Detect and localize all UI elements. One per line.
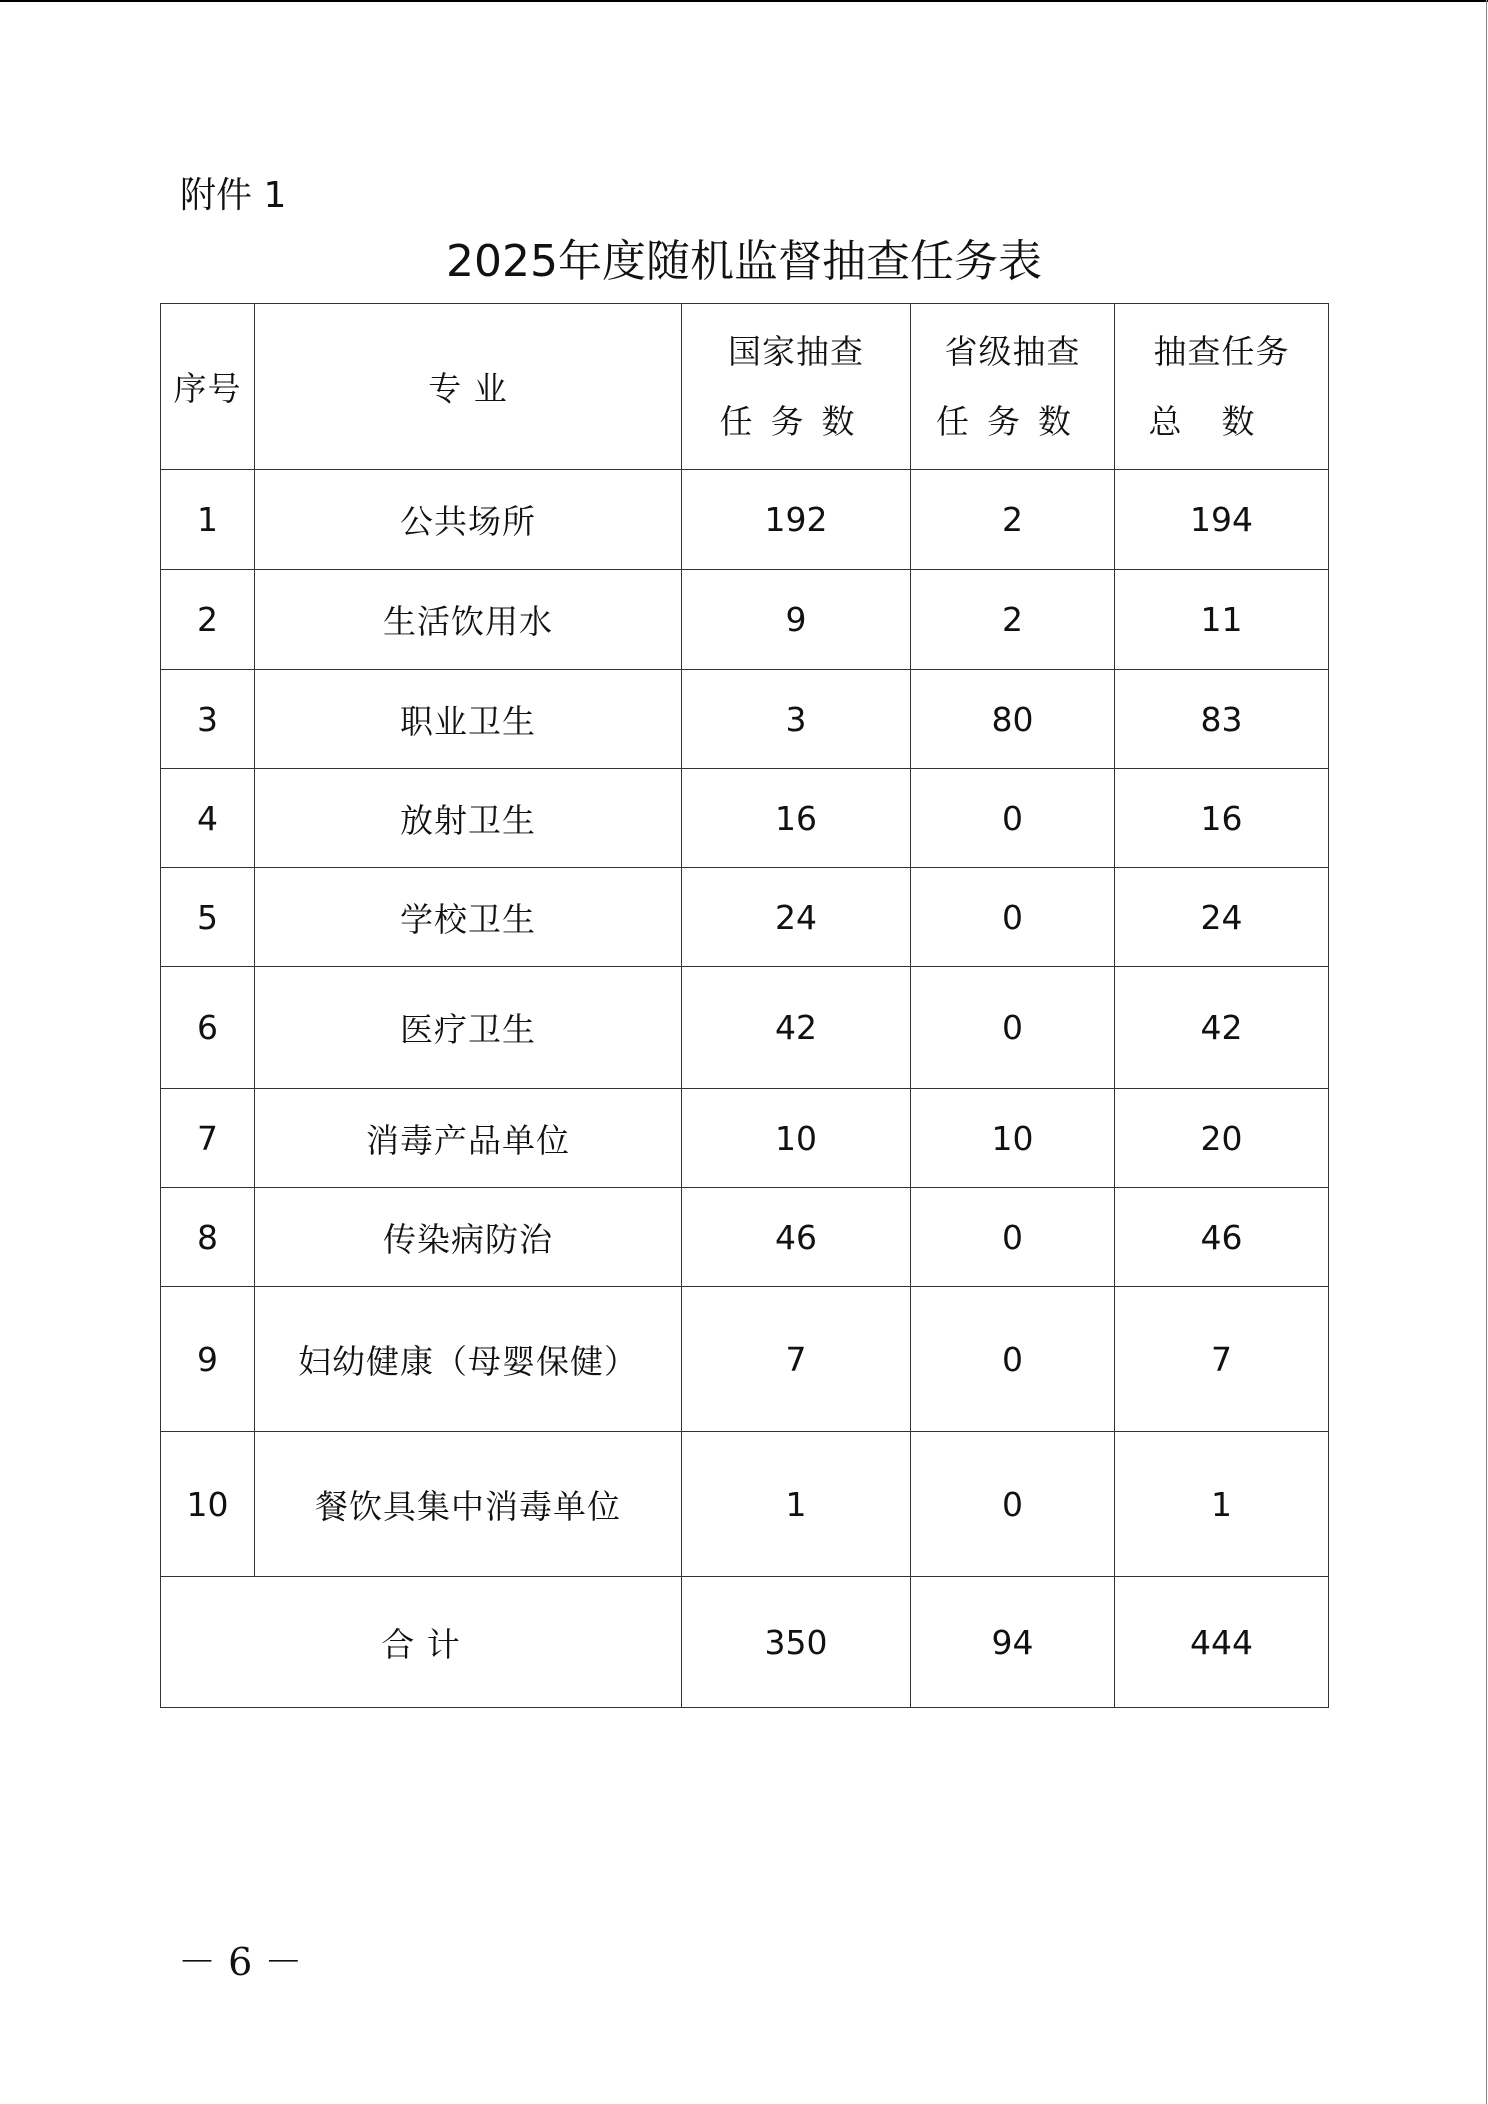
row-category: 消毒产品单位	[255, 1089, 682, 1188]
table-row	[161, 967, 1329, 1089]
header-total-line2: 总数	[1148, 401, 1295, 441]
row-index: 7	[161, 1089, 255, 1188]
table-row	[161, 769, 1329, 868]
row-total: 83	[1115, 670, 1329, 769]
summary-provincial: 94	[911, 1577, 1115, 1708]
summary-row	[161, 1577, 1329, 1708]
row-national: 7	[682, 1287, 911, 1432]
row-total: 11	[1115, 570, 1329, 670]
row-total: 1	[1115, 1432, 1329, 1577]
summary-total: 444	[1115, 1577, 1329, 1708]
row-index: 9	[161, 1287, 255, 1432]
table-row	[161, 1089, 1329, 1188]
header-total-line1: 抽查任务	[1153, 331, 1290, 371]
table-row	[161, 470, 1329, 570]
page-number: － 6 －	[178, 1940, 303, 1984]
header-provincial-line1: 省级抽查	[944, 331, 1081, 371]
table-row	[161, 1188, 1329, 1287]
top-border-line	[0, 0, 1488, 2]
row-index: 1	[161, 470, 255, 570]
row-category: 公共场所	[255, 470, 682, 570]
row-national: 192	[682, 470, 911, 570]
row-category: 传染病防治	[255, 1188, 682, 1287]
row-national: 1	[682, 1432, 911, 1577]
row-total: 194	[1115, 470, 1329, 570]
row-total: 24	[1115, 868, 1329, 967]
row-national: 10	[682, 1089, 911, 1188]
row-provincial: 2	[911, 570, 1115, 670]
row-national: 46	[682, 1188, 911, 1287]
row-index: 5	[161, 868, 255, 967]
row-index: 3	[161, 670, 255, 769]
row-category: 学校卫生	[255, 868, 682, 967]
summary-label: 合 计	[161, 1577, 682, 1708]
row-national: 3	[682, 670, 911, 769]
document-title: 2025年度随机监督抽查任务表	[446, 236, 1042, 287]
row-provincial: 0	[911, 1188, 1115, 1287]
row-total: 20	[1115, 1089, 1329, 1188]
summary-national: 350	[682, 1577, 911, 1708]
table-row	[161, 670, 1329, 769]
row-national: 16	[682, 769, 911, 868]
row-provincial: 10	[911, 1089, 1115, 1188]
row-index: 4	[161, 769, 255, 868]
row-provincial: 0	[911, 868, 1115, 967]
row-total: 46	[1115, 1188, 1329, 1287]
row-total: 42	[1115, 967, 1329, 1089]
row-category: 餐饮具集中消毒单位	[255, 1432, 682, 1577]
row-index: 10	[161, 1432, 255, 1577]
table-row	[161, 1432, 1329, 1577]
row-national: 24	[682, 868, 911, 967]
row-provincial: 2	[911, 470, 1115, 570]
row-category: 妇幼健康（母婴保健）	[255, 1287, 682, 1432]
row-category: 医疗卫生	[255, 967, 682, 1089]
table-row	[161, 868, 1329, 967]
header-category: 专 业	[255, 304, 682, 470]
table-row	[161, 1287, 1329, 1432]
row-total: 16	[1115, 769, 1329, 868]
header-national-line1: 国家抽查	[728, 331, 864, 371]
row-index: 2	[161, 570, 255, 670]
row-provincial: 0	[911, 1432, 1115, 1577]
row-provincial: 0	[911, 1287, 1115, 1432]
header-total	[1115, 304, 1329, 470]
table-header-row	[161, 304, 1329, 470]
row-provincial: 80	[911, 670, 1115, 769]
header-index: 序号	[161, 304, 255, 470]
row-provincial: 0	[911, 967, 1115, 1089]
row-national: 9	[682, 570, 911, 670]
header-national	[682, 304, 911, 470]
attachment-label: 附件 1	[180, 175, 287, 216]
table-row	[161, 570, 1329, 670]
row-index: 6	[161, 967, 255, 1089]
task-table	[160, 303, 1329, 1708]
row-category: 放射卫生	[255, 769, 682, 868]
row-provincial: 0	[911, 769, 1115, 868]
row-total: 7	[1115, 1287, 1329, 1432]
header-national-line2: 任务数	[719, 401, 873, 441]
header-provincial	[911, 304, 1115, 470]
row-category: 职业卫生	[255, 670, 682, 769]
header-provincial-line2: 任务数	[936, 401, 1089, 441]
row-category: 生活饮用水	[255, 570, 682, 670]
row-index: 8	[161, 1188, 255, 1287]
row-national: 42	[682, 967, 911, 1089]
right-border-line	[1486, 0, 1487, 2104]
